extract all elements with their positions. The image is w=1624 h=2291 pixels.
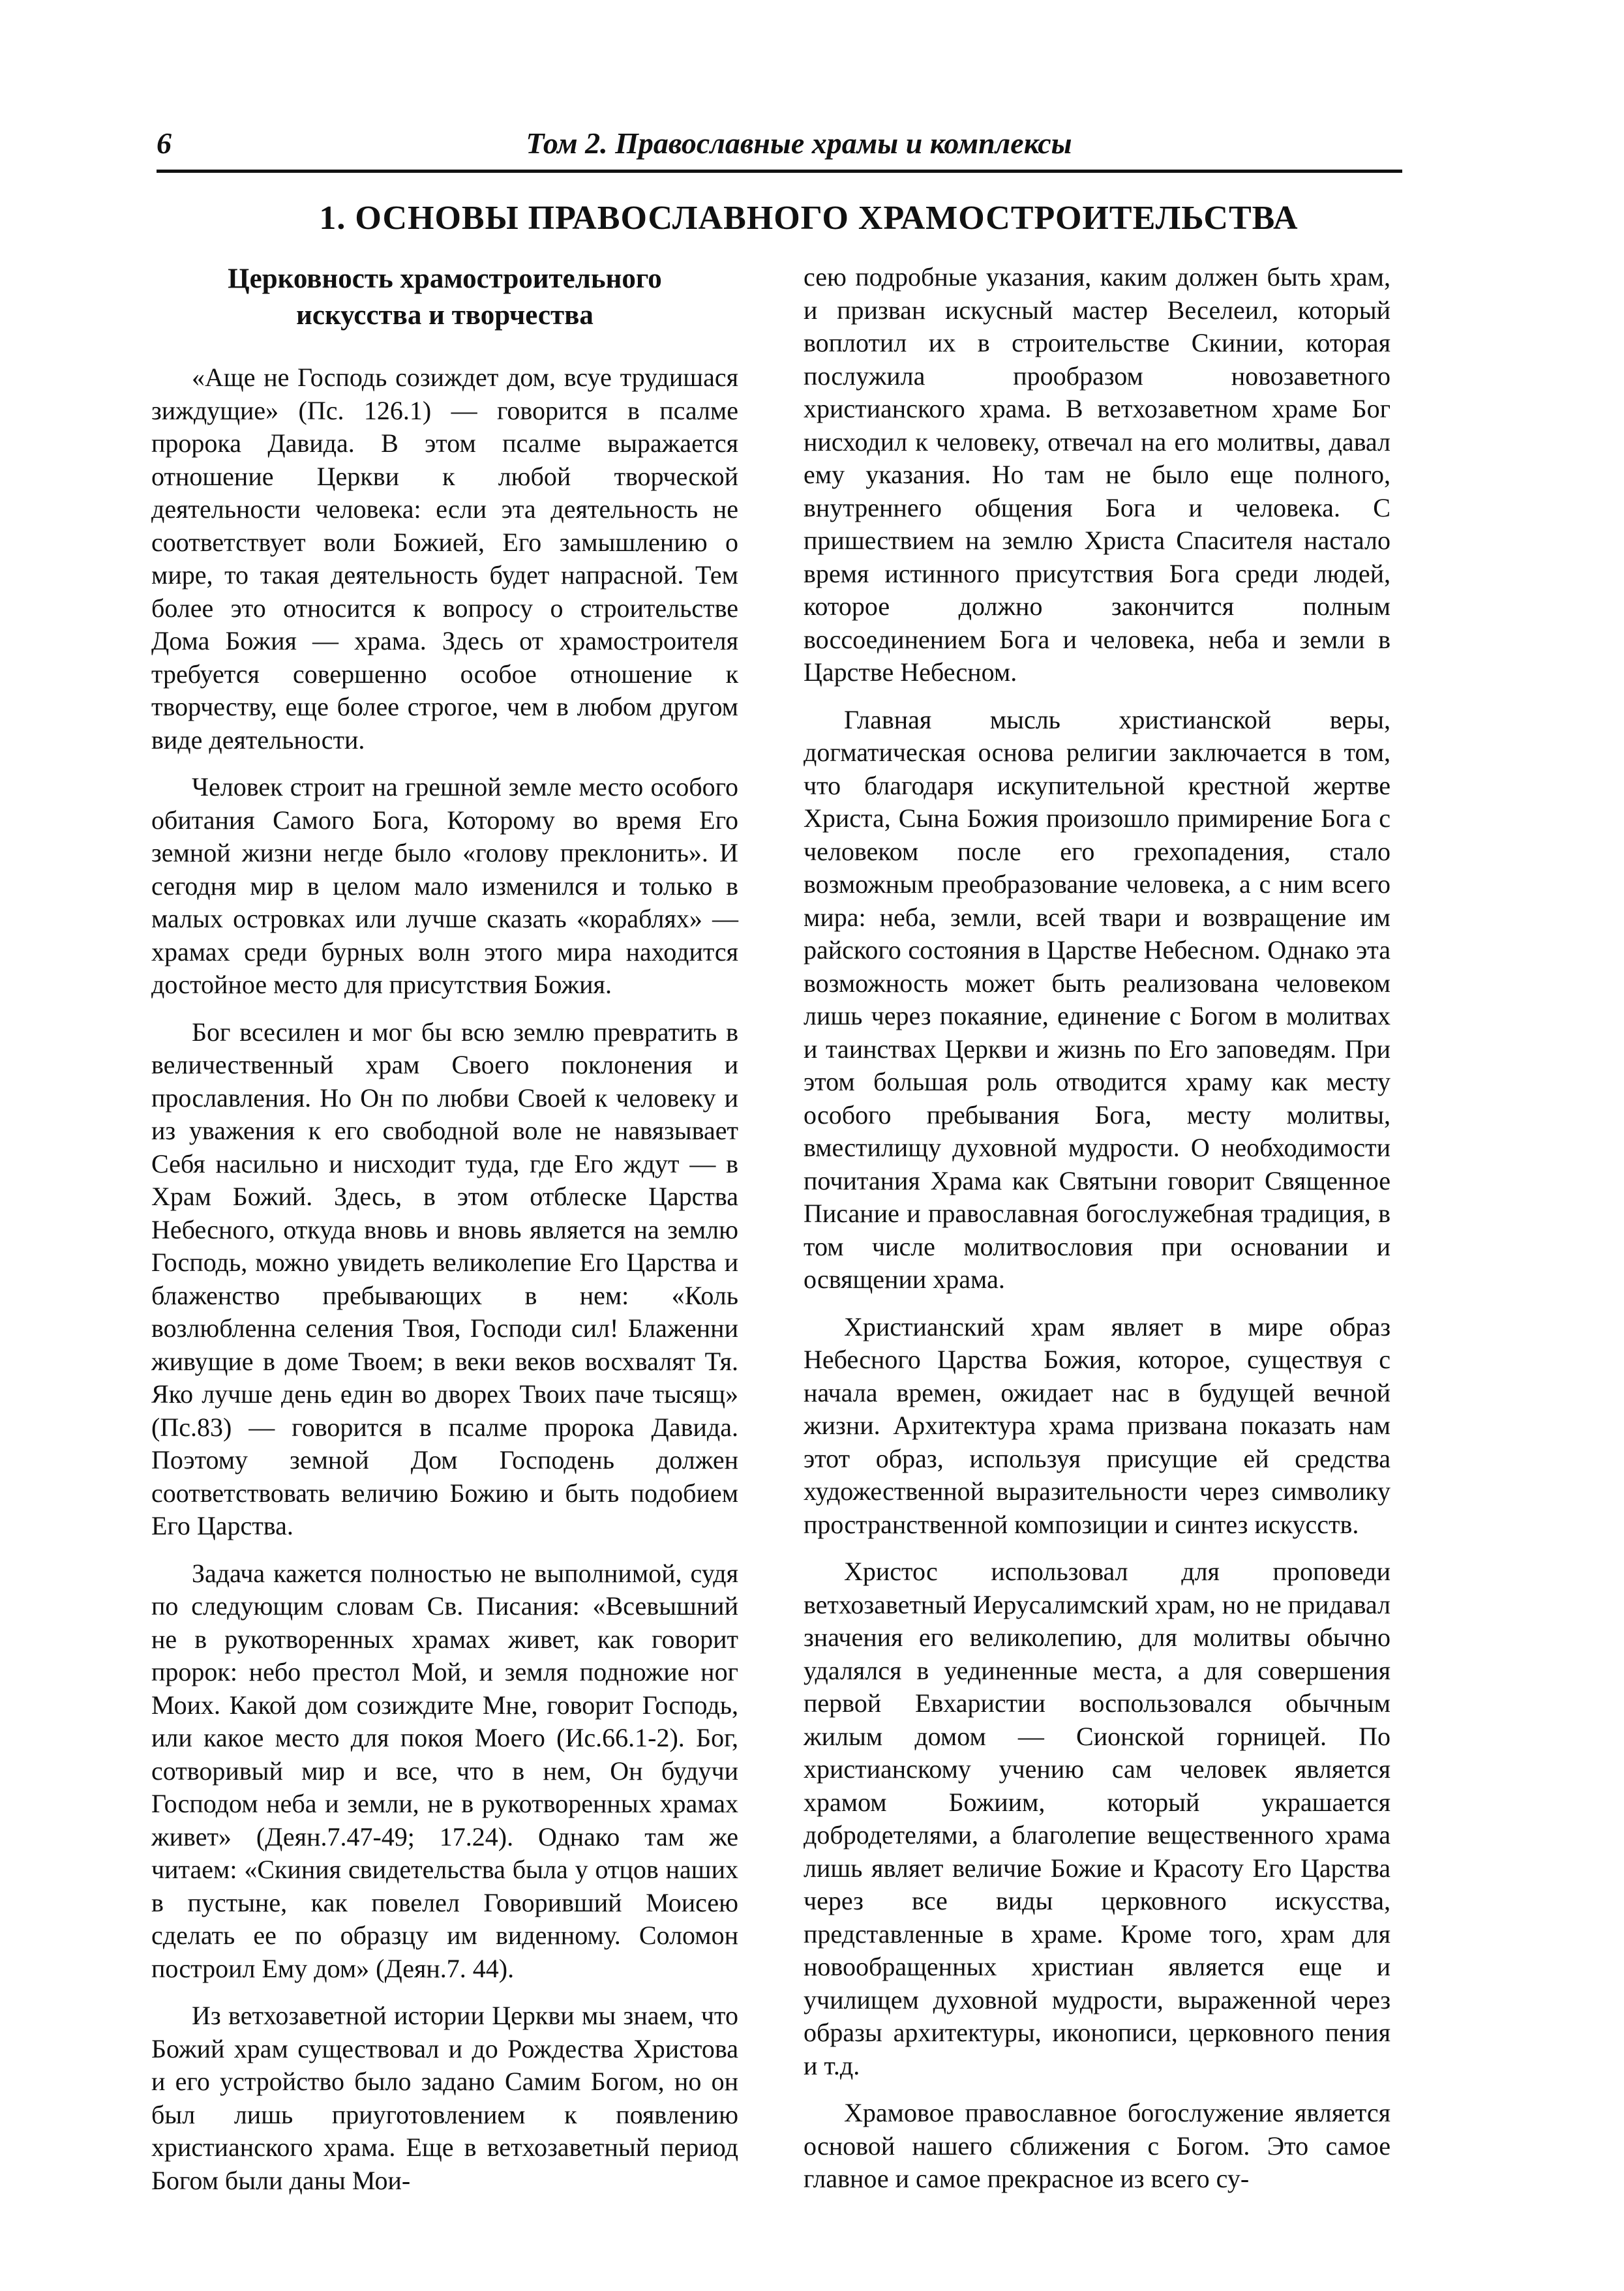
paragraph: Задача кажется полностью не выполнимой, судя по следующим словам Св. Писания: «Всевышний не в рукотворенных храмах живет, как говорит пророк: небо престол Мой, и земля подножие ног Моих. Какой дом созиждите Мне, говорит Господь, или какое место для покоя Моего (Ис.66.1-2). Бог, сотворивый мир и все, что в нем, Он будучи Господом неба и земли, не в рукотворенных храмах живет» (Деян.7.47-49; 17.24). Однако там же читаем: «Скиния свидетельства была у отцов наших в пустыне, как повелел Говоривший Моисею сделать ее по образцу им виденному. Соломон построил Ему дом» (Деян.7. 44). (151, 1558, 738, 1983)
paragraph: Главная мысль христианской веры, догматическая основа религии заключается в том, что благодаря искупительной крестной жертве Христа, Сына Божия произошло примирение Бога с человеком после его грехопадения, стало возможным преобразование человека, а с ним всего мира: неба, земли, всей твари и возвращение им райского состояния в Царстве Небесном. Однако эта возможность может быть реализована человеком лишь через покаяние, единение с Богом в молитвах и таинствах Церкви и жизнь по Его заповедям. При этом большая роль отводится храму как месту особого пребывания Бога, месту молитвы, вместилищу духовной мудрости. О необходимости почитания Храма как Святыни говорит Священное Писание и православная богослужебная традиция, в том числе молитвословия при основании и освящении храма. (804, 704, 1391, 1294)
page-number: 6 (157, 127, 172, 160)
right-column (804, 261, 1391, 2210)
paragraph: Христианский храм являет в мире образ Небесного Царства Божия, которое, существуя с начала времен, ожидает нас в будущей вечной жизни. Архитектура храма призвана показать нам этот образ, используя присущие ей средства художественной выразительности через символику пространственной композиции и синтез искусств. (804, 1311, 1391, 1539)
paragraph-continuation: сею подробные указания, каким должен быть храм, и призван искусный мастер Веселеил, который воплотил их в строительстве Скинии, которая послужила прообразом новозаветного христианского храма. В ветхозаветном храме Бог нисходил к человеку, отвечал на его молитвы, давал ему указания. Но там не было еще полного, внутреннего общения Бога и человека. С пришествием на землю Христа Спасителя настало время истинного присутствия Бога среди людей, которое должно закончится полным воссоединением Бога и человека, неба и земли в Царстве Небесном. (804, 262, 1391, 687)
paragraph: Храмовое православное богослужение является основой нашего сближения с Богом. Это самое главное и самое прекрасное из всего су- (804, 2098, 1391, 2193)
paragraph: Из ветхозаветной истории Церкви мы знаем, что Божий храм существовал и до Рождества Христова и его устройство было задано Самим Богом, но он был лишь приуготовлением к появлению христианского храма. Еще в ветхозаветный период Богом были даны Мои- (151, 2001, 738, 2195)
volume-title: Том 2. Православные храмы и комплексы (526, 127, 1072, 160)
section-title: Церковность храмостроительного искусства и творчества (228, 263, 662, 331)
paragraph: Человек строит на грешной земле место особого обитания Самого Бога, Которому во время Его земной жизни негде было «голову преклонить». И сегодня мир в целом мало изменился и только в малых островках или лучше сказать «кораблях» — храмах среди бурных волн этого мира находится достойное место для присутствия Божия. (151, 772, 738, 999)
paragraph: «Аще не Господь созиждет дом, всуе трудишася зиждущие» (Пс. 126.1) — говорится в псалме пророка Давида. В этом псалме выражается отношение Церкви к любой творческой деятельности человека: если эта деятельность не соответствует воли Божией, Его замышлению о мире, то такая деятельность будет напрасной. Тем более это относится к вопросу о строительстве Дома Божия — храма. Здесь от храмостроителя требуется совершенно особое отношение к творчеству, еще более строгое, чем в любом другом виде деятельности. (151, 363, 738, 755)
paragraph: Христос использовал для проповеди ветхозаветный Иерусалимский храм, но не придавал значения его великолепию, для молитвы обычно удалялся в уединенные места, а для совершения первой Евхаристии воспользовался обычным жилым домом — Сионской горницей. По христианскому учению сам человек является храмом Божиим, который украшается добродетелями, а благолепие вещественного храма лишь являет величие Божие и Красоту Его Царства через все виды церковного искусства, представленные в храме. Кроме того, храм для новообращенных христиан является еще и училищем духовной мудрости, выраженной через образы архитектуры, иконописи, церковного пения и т.д. (804, 1557, 1391, 2080)
left-column (151, 261, 738, 2211)
chapter-title: 1. ОСНОВЫ ПРАВОСЛАВНОГО ХРАМОСТРОИТЕЛЬСТВА (319, 200, 1299, 237)
paragraph: Бог всесилен и мог бы всю землю превратить в величественный храм Своего поклонения и прославления. Но Он по любви Своей к человеку и из уважения к его свободной воле не навязывает Себя насильно и нисходит туда, где Его ждут — в Храм Божий. Здесь, в этом отблеске Царства Небесного, откуда вновь и вновь является на землю Господь, можно увидеть великолепие Его Царства и блаженство пребывающих в нем: «Коль возлюбленна селения Твоя, Господи сил! Блаженни живущие в доме Твоем; в веки веков восхвалят Тя. Яко лучше день един во дворех Твоих паче тысящ» (Пс.83) — говорится в псалме пророка Давида. Поэтому земной Дом Господень должен соответствовать величию Божию и быть подобием Его Царства. (151, 1017, 738, 1540)
running-header (157, 124, 1402, 173)
